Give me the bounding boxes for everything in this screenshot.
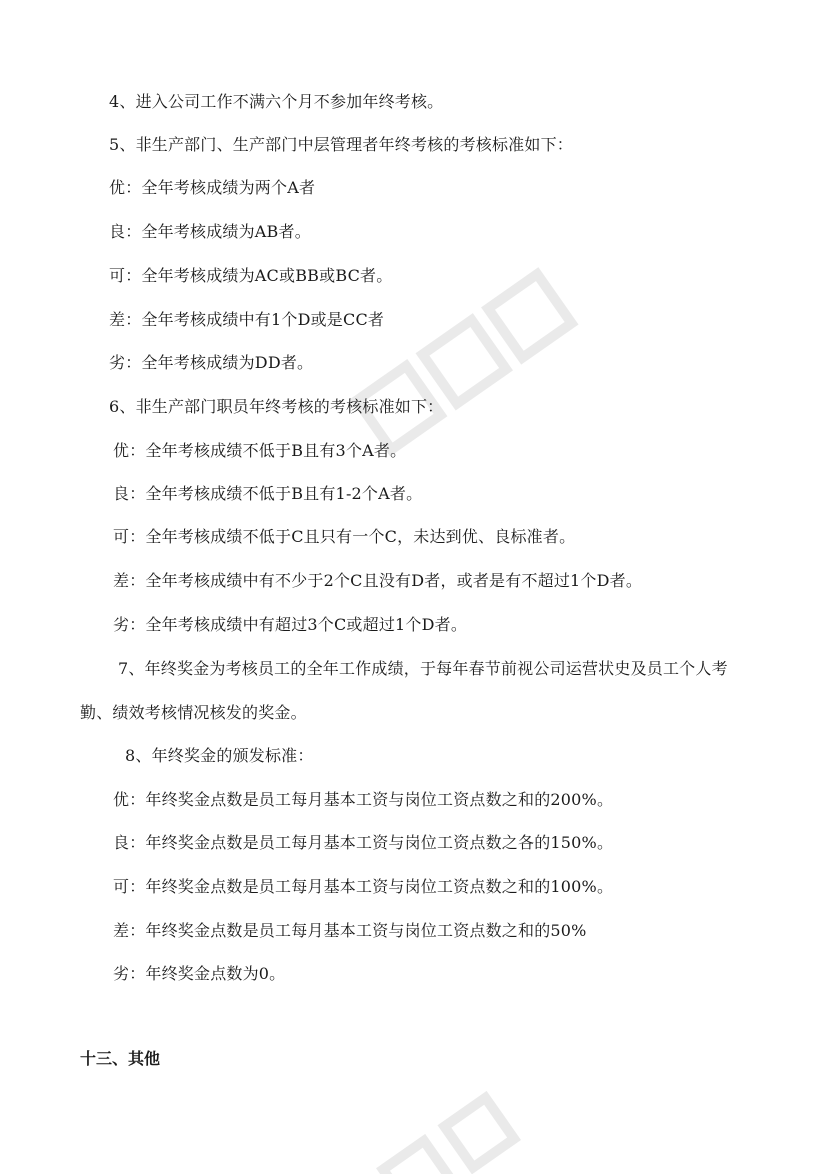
line-item-4: 4、进入公司工作不满六个月不参加年终考核。 [109, 92, 444, 111]
line-grade-fair-2: 可：全年考核成绩不低于C且只有一个C，未达到优、良标准者。 [113, 527, 576, 546]
line-item-8: 8、年终奖金的颁发标准： [125, 746, 314, 765]
line-grade-good-1: 良：全年考核成绩为AB者。 [109, 222, 311, 241]
line-grade-excellent-2: 优：全年考核成绩不低于B且有3个A者。 [113, 441, 407, 460]
line-grade-good-2: 良：全年考核成绩不低于B且有1-2个A者。 [113, 484, 423, 503]
line-item-7-continued: 勤、绩效考核情况核发的奖金。 [80, 703, 307, 722]
line-grade-poor-1: 差：全年考核成绩中有1个D或是CC者 [109, 310, 385, 329]
line-bonus-excellent: 优：年终奖金点数是员工每月基本工资与岗位工资点数之和的200%。 [113, 790, 614, 809]
line-item-7: 7、年终奖金为考核员工的全年工作成绩，于每年春节前视公司运营状史及员工个人考 [118, 659, 728, 678]
line-grade-excellent-1: 优：全年考核成绩为两个A者 [109, 178, 316, 197]
line-grade-bad-1: 劣：全年考核成绩为DD者。 [109, 353, 314, 372]
line-grade-bad-2: 劣：全年考核成绩中有超过3个C或超过1个D者。 [113, 615, 468, 634]
line-grade-poor-2: 差：全年考核成绩中有不少于2个C且没有D者，或者是有不超过1个D者。 [113, 571, 643, 590]
line-bonus-good: 良：年终奖金点数是员工每月基本工资与岗位工资点数之各的150%。 [113, 833, 614, 852]
watermark-logo-bottom [360, 1080, 560, 1174]
section-heading-other: 十三、其他 [80, 1049, 161, 1068]
line-bonus-poor: 差：年终奖金点数是员工每月基本工资与岗位工资点数之和的50% [113, 921, 587, 940]
line-item-6: 6、非生产部门职员年终考核的考核标准如下： [109, 397, 444, 416]
line-bonus-fair: 可：年终奖金点数是员工每月基本工资与岗位工资点数之和的100%。 [113, 877, 614, 896]
line-grade-fair-1: 可：全年考核成绩为AC或BB或BC者。 [109, 266, 393, 285]
line-bonus-bad: 劣：年终奖金点数为0。 [113, 964, 286, 983]
line-item-5: 5、非生产部门、生产部门中层管理者年终考核的考核标准如下： [109, 135, 573, 154]
